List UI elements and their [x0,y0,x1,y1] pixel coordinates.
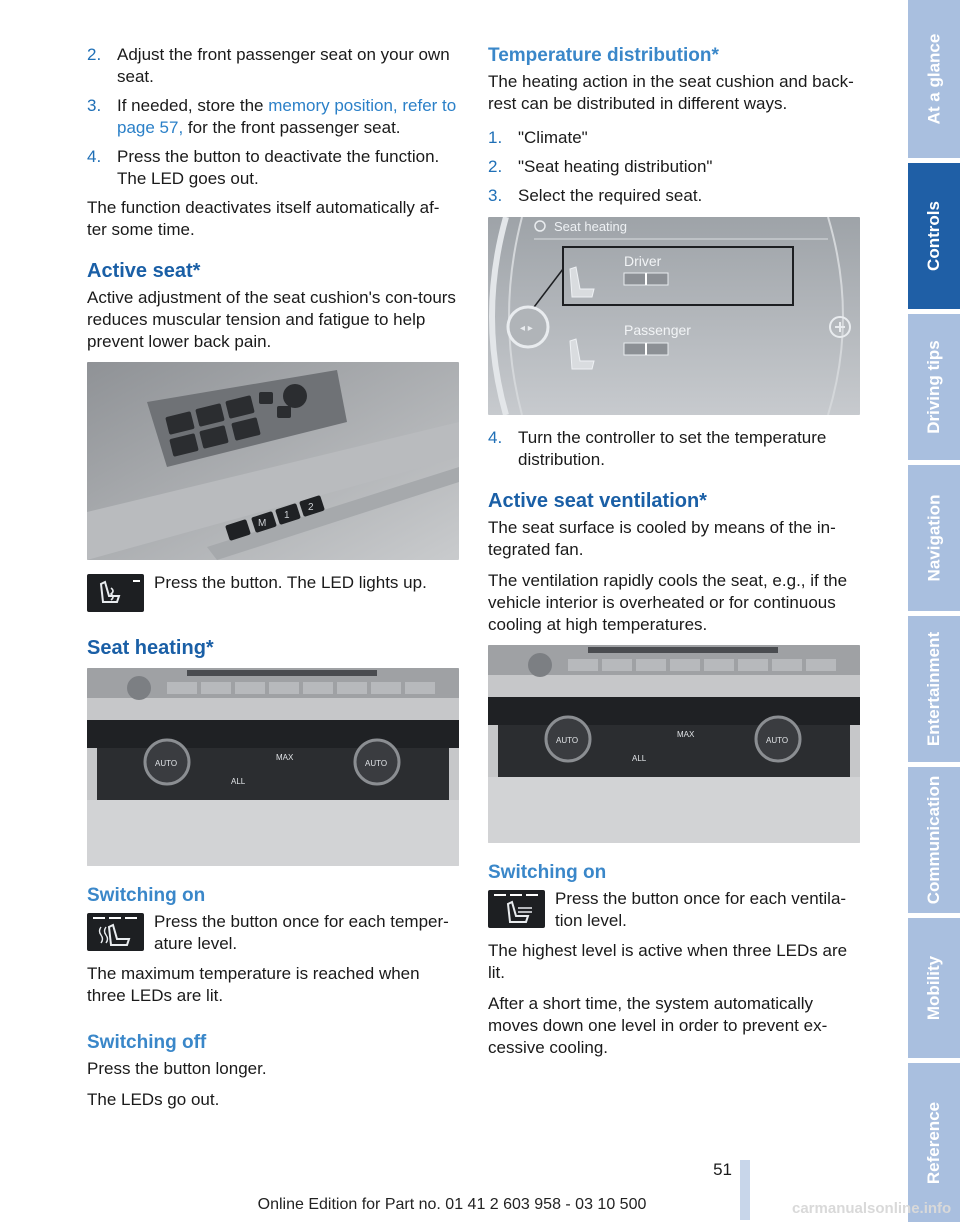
step4-list [488,427,860,471]
auto-off-text: The function deactivates itself automatically af-ter some time. [87,198,440,239]
ventilation-row [488,888,860,932]
tab-controls[interactable]: Controls [908,163,960,309]
highest-level-text: The highest level is active when three LEDs are lit. [488,941,848,982]
switching-on-heading-right: Switching on [488,862,607,883]
list-item: 4. Turn the controller to set the temperature distribution. [488,428,827,469]
active-seat-press-text: Press the button. The LED lights up. [154,573,427,592]
tab-driving-tips[interactable]: Driving tips [908,314,960,460]
seat-ventilation-icon [488,890,545,928]
door-panel-photo [87,362,459,560]
climate-panel-image-ventilation [488,645,860,843]
all-label: ALL [231,777,246,786]
list-item: 2. "Seat heating distribution" [488,157,713,176]
page-number: 51 [713,1160,732,1179]
tab-mobility[interactable]: Mobility [908,918,960,1058]
tab-entertainment[interactable]: Entertainment [908,616,960,762]
footer-text: Online Edition for Part no. 01 41 2 603 958 - 03 10 500 [257,1196,647,1213]
list-item: 4. Press the button to deactivate the function. The LED goes out. [87,147,440,188]
switching-off-text-1: Press the button longer. [87,1059,267,1078]
passenger-label: Passenger [624,322,691,338]
active-seat-row [87,572,459,614]
auto-label-right-2: AUTO [766,736,789,745]
switching-off-heading: Switching off [87,1032,207,1053]
right-column [488,44,860,1068]
seat-heating-screen [488,217,860,415]
all-label-2: ALL [632,754,647,763]
ventilation-text-2: The ventilation rapidly cools the seat, e.g., if the vehicle interior is overheated or for continuous cooling at high temperatures. [488,571,848,634]
seat-massage-icon [87,574,144,612]
active-seat-text: Active adjustment of the seat cushion's con-tours reduces muscular tension and fatigue to help prevent lower back pain. [87,288,456,351]
watermark: carmanualsonline.info [792,1200,952,1217]
ventilation-press-text: Press the button once for each ventila-tion level. [555,889,847,930]
idrive-screen-image [488,217,860,415]
seat-heating-heading: Seat heating* [87,637,214,659]
driver-label: Driver [624,253,662,269]
climate-panel-photo-left [87,668,459,866]
max-label: MAX [276,753,294,762]
seat-ventilation-button[interactable] [488,890,545,928]
door-button-m: M [258,518,267,529]
max-temp-text: The maximum temperature is reached when three LEDs are lit. [87,964,420,1005]
max-label-2: MAX [677,730,695,739]
seat-heating-row [87,911,459,955]
memory-position-link[interactable]: memory position, refer to page 57, [117,96,457,137]
switching-on-heading-left: Switching on [87,885,206,906]
list-item: 3. If needed, store the memory position, refer to page 57, for the front passenger seat. [87,96,457,137]
auto-label-right: AUTO [365,759,388,768]
door-panel-image [87,362,459,560]
tab-reference[interactable]: Reference [908,1063,960,1222]
active-seat-heading: Active seat* [87,260,201,282]
temp-dist-heading: Temperature distribution* [488,45,719,66]
seat-heating-button[interactable] [87,913,144,951]
seat-heating-icon [87,913,144,951]
tab-navigation[interactable]: Navigation [908,465,960,611]
ventilation-text-1: The seat surface is cooled by means of the in-tegrated fan. [488,518,836,559]
climate-panel-photo-right [488,645,860,843]
door-button-2: 2 [308,502,314,513]
tab-at-a-glance[interactable]: At a glance [908,0,960,158]
left-column [87,44,459,1120]
door-button-1: 1 [284,510,290,521]
list-item: 2. Adjust the front passenger seat on your own seat. [87,45,450,86]
chapter-tabs [904,0,960,1222]
ventilation-heading: Active seat ventilation* [488,490,707,512]
steps-list-intro [87,44,459,190]
active-seat-button[interactable] [87,574,144,612]
list-item: 3. Select the required seat. [488,186,703,205]
screen-title: Seat heating [554,219,628,234]
list-item: 1. "Climate" [488,128,588,147]
auto-label-left: AUTO [155,759,178,768]
switching-off-text-2: The LEDs go out. [87,1090,220,1109]
tab-communication[interactable]: Communication [908,767,960,913]
temp-dist-steps [488,127,860,207]
svg-text:◂ ▸: ◂ ▸ [520,323,533,334]
climate-panel-image [87,668,459,866]
after-time-text: After a short time, the system automatically moves down one level in order to prevent ex-cessive cooling. [488,994,828,1057]
seat-heating-press-text: Press the button once for each temper-ature level. [154,912,449,953]
temp-dist-text: The heating action in the seat cushion and back-rest can be distributed in different ways. [488,72,854,113]
auto-label-left-2: AUTO [556,736,579,745]
